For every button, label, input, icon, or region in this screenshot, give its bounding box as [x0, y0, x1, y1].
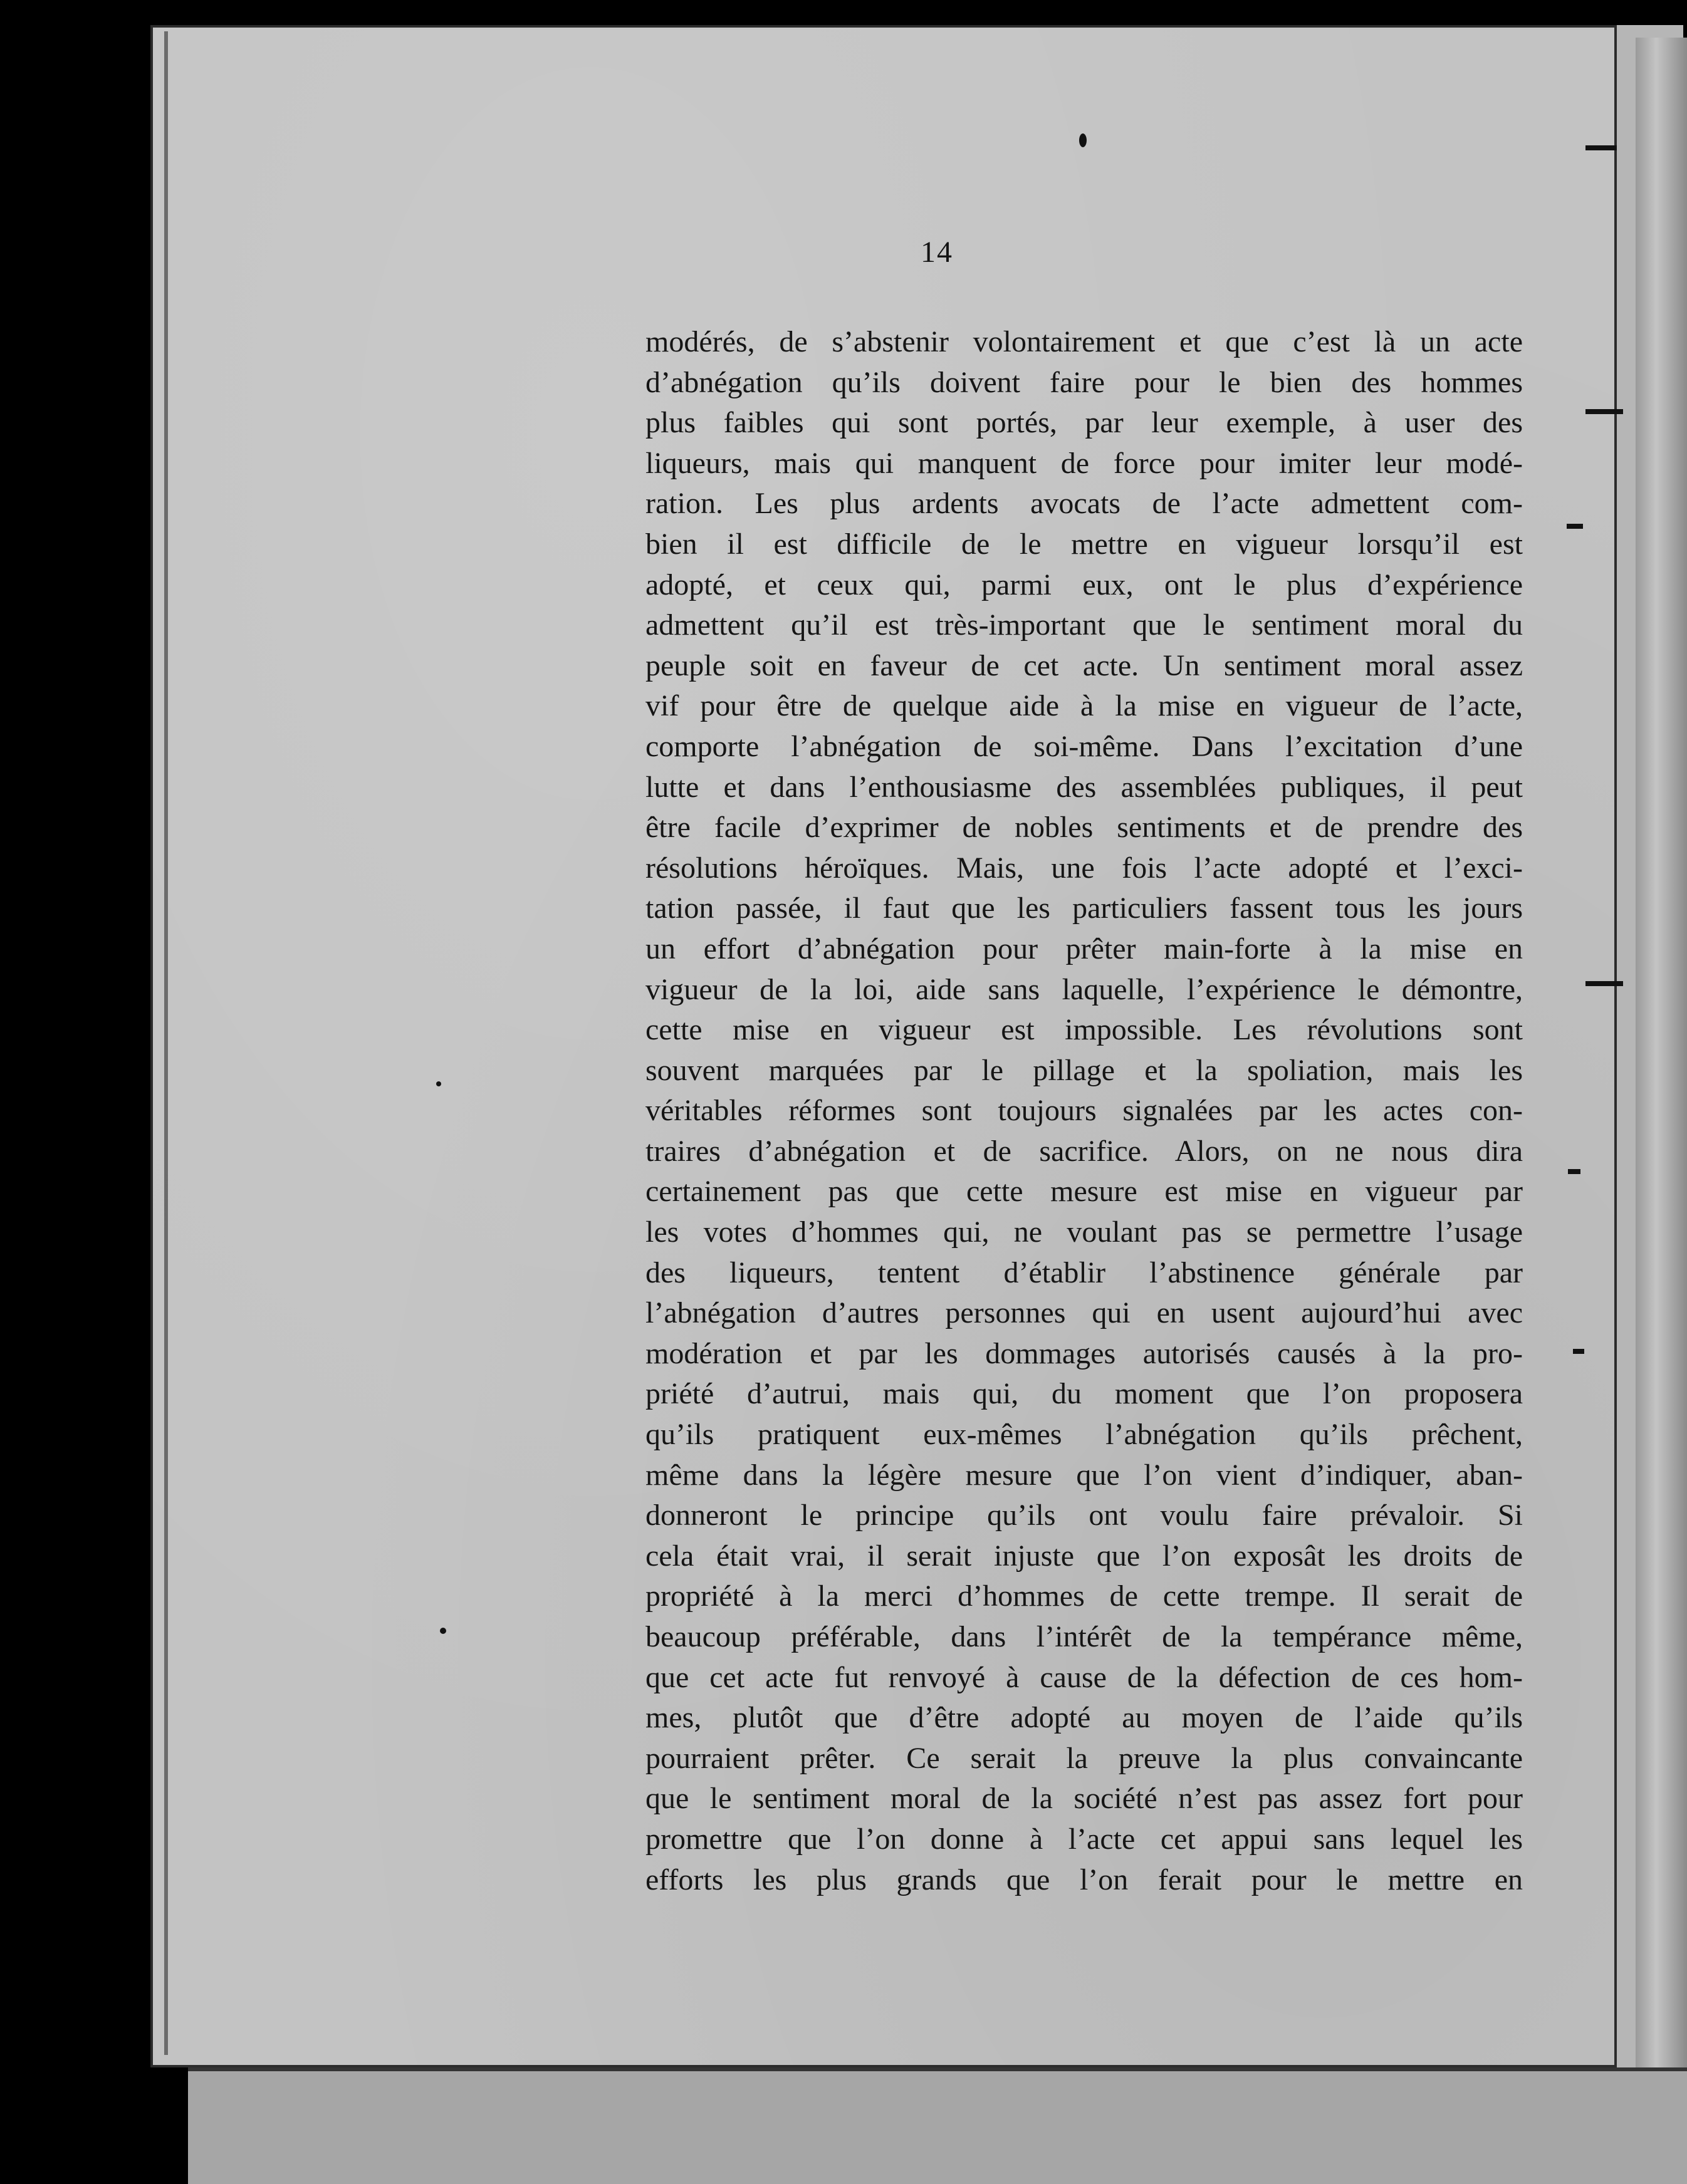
text-line: promettre que l’on donne à l’acte cet appui sans lequel les [645, 1822, 1523, 1856]
bottom-sheet-edge [188, 2067, 1687, 2184]
text-line: vigueur de la loi, aide sans laquelle, l’expérience le démontre, [645, 972, 1523, 1006]
text-line: vif pour être de quelque aide à la mise en vigueur de l’acte, [645, 689, 1523, 723]
binding-mark [1567, 524, 1583, 529]
text-line: priété d’autrui, mais qui, du moment que l’on proposera [645, 1377, 1523, 1411]
scan-speck [1079, 133, 1087, 147]
text-line: modération et par les dommages autorisés causés à la pro- [645, 1336, 1523, 1370]
text-line: véritables réformes sont toujours signalées par les actes con- [645, 1094, 1523, 1128]
text-line: ration. Les plus ardents avocats de l’acte admettent com- [645, 487, 1523, 521]
text-line: donneront le principe qu’ils ont voulu faire prévaloir. Si [645, 1499, 1523, 1532]
binding-mark [1585, 145, 1617, 150]
text-line: comporte l’abnégation de soi-même. Dans l’excitation d’une [645, 729, 1523, 763]
text-line: des liqueurs, tentent d’établir l’abstinence générale par [645, 1256, 1523, 1289]
text-line: propriété à la merci d’hommes de cette trempe. Il serait de [645, 1579, 1523, 1613]
text-line: traires d’abnégation et de sacrifice. Alors, on ne nous dira [645, 1134, 1523, 1168]
binding-mark [1585, 981, 1623, 986]
binding-mark [1585, 409, 1623, 414]
scanned-page [150, 25, 1617, 2067]
text-line: souvent marquées par le pillage et la spoliation, mais les [645, 1053, 1523, 1087]
text-line: adopté, et ceux qui, parmi eux, ont le plus d’expérience [645, 568, 1523, 601]
text-line: résolutions héroïques. Mais, une fois l’acte adopté et l’exci- [645, 851, 1523, 885]
text-line: les votes d’hommes qui, ne voulant pas se permettre l’usage [645, 1215, 1523, 1249]
text-line: cette mise en vigueur est impossible. Les révolutions sont [645, 1013, 1523, 1047]
text-line: que cet acte fut renvoyé à cause de la défection de ces hom- [645, 1660, 1523, 1694]
scan-speck [436, 1081, 441, 1086]
text-line: efforts les plus grands que l’on ferait pour le mettre en [645, 1863, 1523, 1896]
text-line: que le sentiment moral de la société n’est pas assez fort pour [645, 1782, 1523, 1816]
text-line: mes, plutôt que d’être adopté au moyen de l’aide qu’ils [645, 1701, 1523, 1735]
text-line: lutte et dans l’enthousiasme des assemblées publiques, il peut [645, 770, 1523, 804]
text-line: cela était vrai, il serait injuste que l’on exposât les droits de [645, 1539, 1523, 1573]
text-line: beaucoup préférable, dans l’intérêt de la tempérance même, [645, 1620, 1523, 1653]
body-text [645, 322, 1523, 1900]
text-line: pourraient prêter. Ce serait la preuve la plus convaincante [645, 1741, 1523, 1775]
text-line: bien il est difficile de le mettre en vigueur lorsqu’il est [645, 527, 1523, 561]
text-line: certainement pas que cette mesure est mise en vigueur par [645, 1175, 1523, 1209]
text-line: modérés, de s’abstenir volontairement et que c’est là un acte [645, 325, 1523, 358]
text-line: liqueurs, mais qui manquent de force pour imiter leur modé- [645, 446, 1523, 480]
text-line: plus faibles qui sont portés, par leur exemple, à user des [645, 406, 1523, 440]
text-line: même dans la légère mesure que l’on vient d’indiquer, aban- [645, 1458, 1523, 1492]
text-line: qu’ils pratiquent eux-mêmes l’abnégation qu’ils prêchent, [645, 1418, 1523, 1452]
page-number: 14 [921, 236, 953, 269]
text-line: admettent qu’il est très-important que le sentiment moral du [645, 608, 1523, 642]
scan-speck [440, 1628, 446, 1634]
text-line: être facile d’exprimer de nobles sentiments et de prendre des [645, 811, 1523, 845]
binding-mark [1568, 1169, 1580, 1174]
text-line: tation passée, il faut que les particuliers fassent tous les jours [645, 892, 1523, 925]
text-line: peuple soit en faveur de cet acte. Un sentiment moral assez [645, 648, 1523, 682]
text-line: un effort d’abnégation pour prêter main-forte à la mise en [645, 932, 1523, 965]
adjacent-page-edge [1636, 38, 1687, 2168]
text-line: l’abnégation d’autres personnes qui en usent aujourd’hui avec [645, 1296, 1523, 1330]
text-line: d’abnégation qu’ils doivent faire pour le bien des hommes [645, 365, 1523, 399]
binding-mark [1573, 1349, 1584, 1354]
